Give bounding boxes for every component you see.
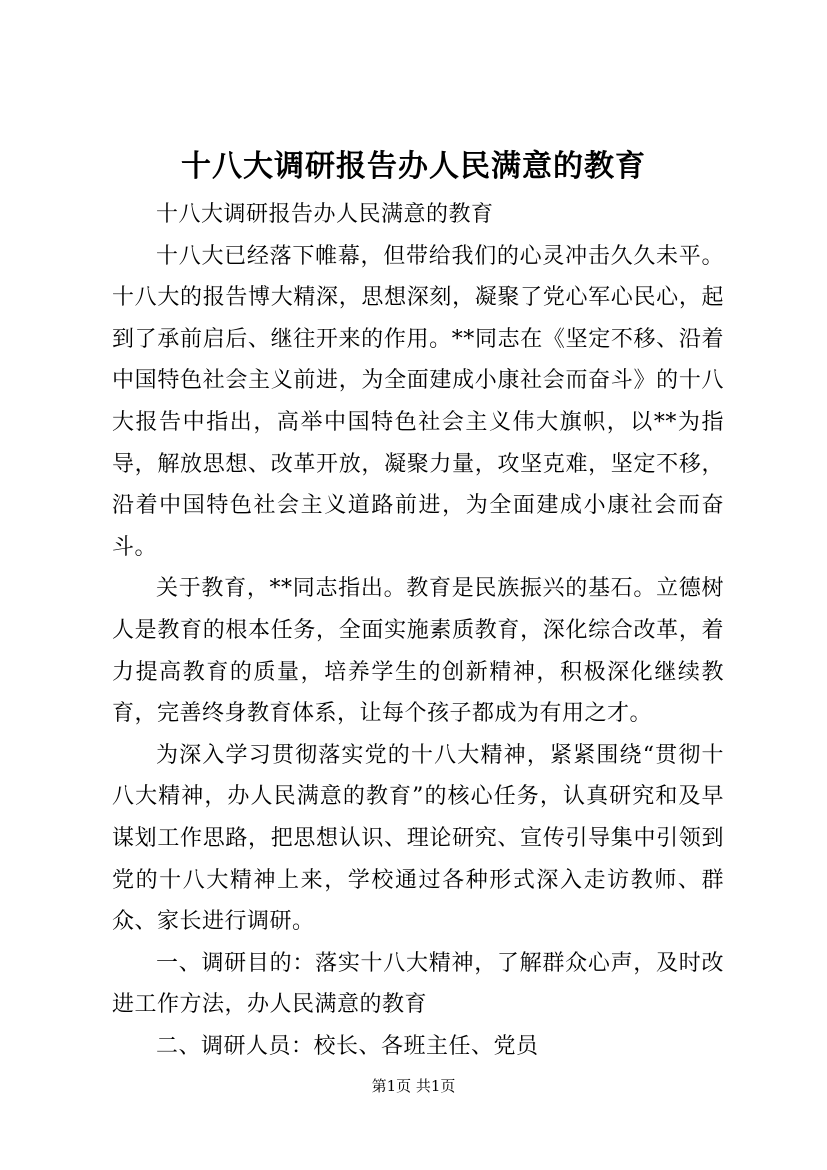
paragraph-research-staff: 二、调研人员：校长、各班主任、党员 [156, 1033, 539, 1059]
paragraph-purpose-context: 为深入学习贯彻落实党的十八大精神，紧紧围绕“贯彻十八大精神，办人民满意的教育”的核心任务，认真研究和及早谋划工作思路，把思想认识、理论研究、宣传引导集中引领到党的十八大精神上来，学校通过各种形式深入走访教师、群众、家长进行调研。 [112, 742, 724, 935]
paragraph-education: 关于教育，**同志指出。教育是民族振兴的基石。立德树人是教育的根本任务，全面实施素质教育，深化综合改革，着力提高教育的质量，培养学生的创新精神，积极深化继续教育，完善终身教育体系，让每个孩子都成为有用之才。 [112, 576, 724, 727]
page-number-footer: 第1页 共1页 [371, 1077, 456, 1095]
paragraph-intro: 十八大已经落下帷幕，但带给我们的心灵冲击久久未平。十八大的报告博大精深，思想深刻，凝聚了党心军心民心，起到了承前启后、继往开来的作用。**同志在《坚定不移、沿着中国特色社会主义前进，为全面建成小康社会而奋斗》的十八大报告中指出，高举中国特色社会主义伟大旗帜，以**为指导，解放思想、改革开放，凝聚力量，攻坚克难，坚定不移，沿着中国特色社会主义道路前进，为全面建成小康社会而奋斗。 [112, 243, 724, 560]
paragraph-subtitle: 十八大调研报告办人民满意的教育 [156, 202, 494, 227]
document-title: 十八大调研报告办人民满意的教育 [181, 149, 646, 184]
paragraph-research-goal: 一、调研目的：落实十八大精神，了解群众心声，及时改进工作方法，办人民满意的教育 [112, 950, 724, 1018]
document-body [112, 194, 724, 1067]
